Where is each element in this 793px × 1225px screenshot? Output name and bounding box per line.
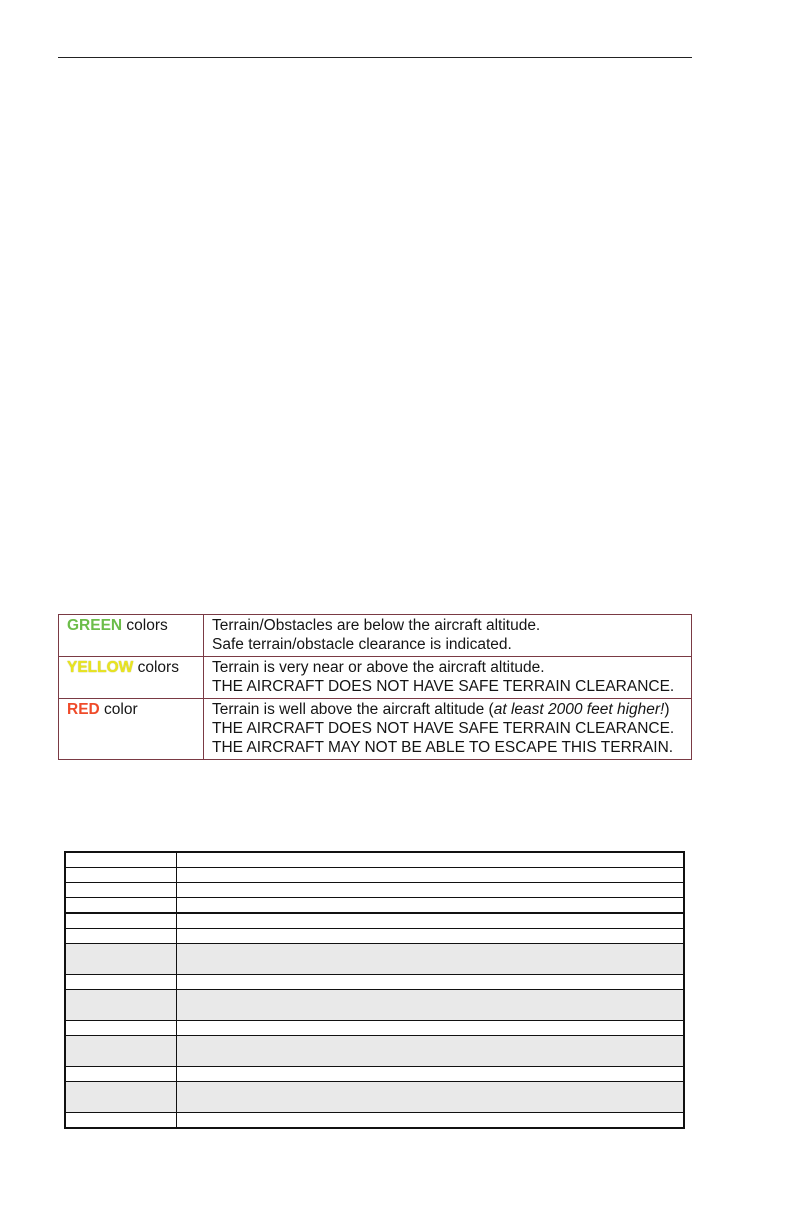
table-cell-label xyxy=(65,1036,177,1067)
legend-color-cell xyxy=(59,615,204,657)
legend-description-line: Safe terrain/obstacle clearance is indicated. xyxy=(212,636,512,653)
table-cell-label xyxy=(65,1021,177,1036)
table-cell-label xyxy=(65,1067,177,1082)
legend-color-word: RED xyxy=(67,701,100,718)
legend-description-cell xyxy=(204,615,692,657)
table-row xyxy=(65,1036,684,1067)
legend-color-cell xyxy=(59,699,204,760)
table-row xyxy=(65,1021,684,1036)
table-cell-value xyxy=(177,1082,685,1113)
table-cell-value xyxy=(177,852,685,868)
legend-color-cell xyxy=(59,657,204,699)
legend-color-word: YELLOW xyxy=(67,659,134,676)
table-cell-value xyxy=(177,1067,685,1082)
table-cell-value xyxy=(177,913,685,929)
table-cell-value xyxy=(177,1036,685,1067)
legend-description-text: ) xyxy=(664,701,670,718)
grid-body xyxy=(65,852,684,1128)
legend-emphasis-text: at least 2000 feet higher! xyxy=(493,701,665,718)
table-row xyxy=(65,944,684,975)
table-row xyxy=(65,1067,684,1082)
table-cell-label xyxy=(65,975,177,990)
legend-row-green xyxy=(59,615,692,657)
legend-color-suffix: colors xyxy=(133,659,179,676)
legend-description-cell xyxy=(204,699,692,760)
table-row xyxy=(65,990,684,1021)
table-row xyxy=(65,868,684,883)
legend-row-red xyxy=(59,699,692,760)
table-cell-value xyxy=(177,898,685,914)
table-cell-value xyxy=(177,1021,685,1036)
table-cell-label xyxy=(65,883,177,898)
legend-description-line: THE AIRCRAFT DOES NOT HAVE SAFE TERRAIN CLEARANCE. xyxy=(212,720,675,737)
empty-grid-table xyxy=(64,851,685,1129)
table-row xyxy=(65,913,684,929)
table-row xyxy=(65,898,684,914)
table-row xyxy=(65,852,684,868)
table-cell-label xyxy=(65,944,177,975)
legend-color-suffix: colors xyxy=(122,617,168,634)
header-rule xyxy=(58,57,692,58)
table-cell-value xyxy=(177,944,685,975)
table-row xyxy=(65,1113,684,1129)
legend-description-cell xyxy=(204,657,692,699)
table-row xyxy=(65,929,684,944)
table-cell-value xyxy=(177,990,685,1021)
table-cell-value xyxy=(177,868,685,883)
legend-description-line: THE AIRCRAFT DOES NOT HAVE SAFE TERRAIN CLEARANCE. xyxy=(212,678,675,695)
legend-description-line: Terrain is very near or above the aircraft altitude. xyxy=(212,659,545,676)
table-cell-label xyxy=(65,990,177,1021)
table-cell-label xyxy=(65,852,177,868)
table-row xyxy=(65,883,684,898)
table-cell-value xyxy=(177,975,685,990)
table-cell-label xyxy=(65,913,177,929)
table-cell-value xyxy=(177,883,685,898)
table-cell-label xyxy=(65,868,177,883)
legend-description-line: THE AIRCRAFT MAY NOT BE ABLE TO ESCAPE THIS TERRAIN. xyxy=(212,739,674,756)
legend-row-yellow xyxy=(59,657,692,699)
legend-description-line: Terrain/Obstacles are below the aircraft altitude. xyxy=(212,617,541,634)
table-cell-label xyxy=(65,898,177,914)
legend-color-suffix: color xyxy=(99,701,138,718)
legend-description-text: Terrain is well above the aircraft altitude ( xyxy=(212,701,494,718)
table-cell-value xyxy=(177,1113,685,1129)
legend-description-line xyxy=(212,700,686,719)
terrain-color-legend xyxy=(58,614,692,760)
table-cell-label xyxy=(65,929,177,944)
table-row xyxy=(65,975,684,990)
table-row xyxy=(65,1082,684,1113)
legend-color-word: GREEN xyxy=(67,617,123,634)
table-cell-label xyxy=(65,1113,177,1129)
table-cell-value xyxy=(177,929,685,944)
table-cell-label xyxy=(65,1082,177,1113)
